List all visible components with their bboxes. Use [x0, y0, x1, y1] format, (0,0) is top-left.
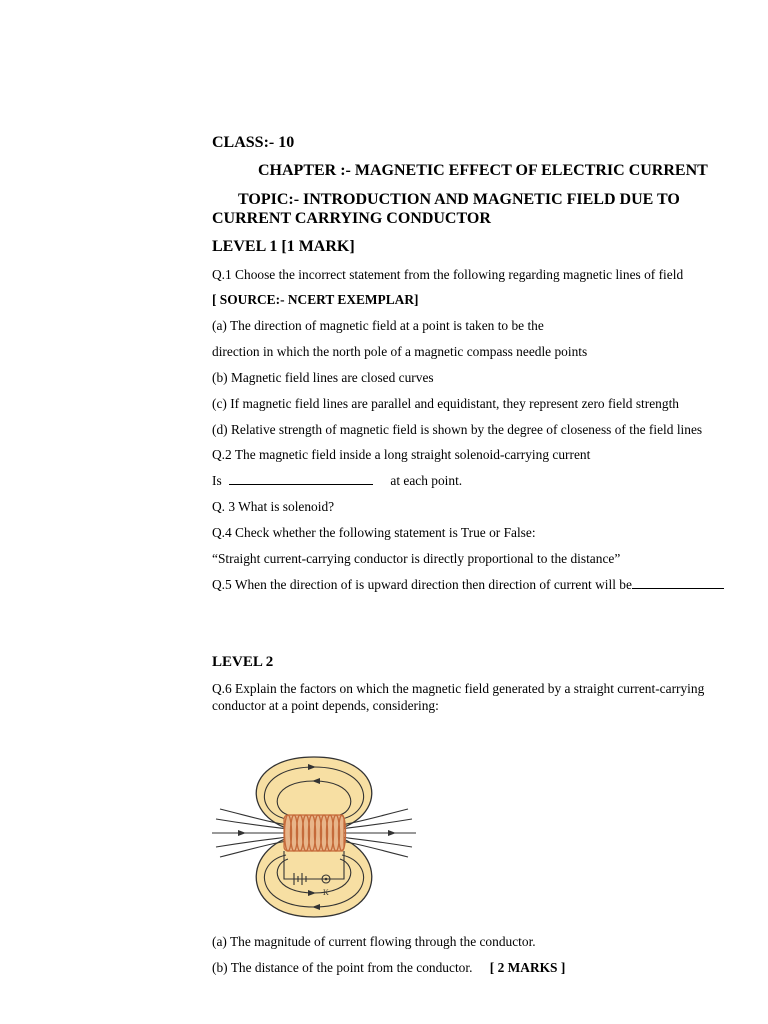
q1-option-b: (b) Magnetic field lines are closed curves: [212, 370, 434, 385]
q6-marks: [ 2 MARKS ]: [489, 960, 566, 975]
key-contact: [325, 878, 328, 881]
q6-line2: conductor at a point depends, considering:: [212, 698, 439, 713]
q2-line2-end: at each point.: [390, 473, 463, 488]
q1-option-a-line2: direction in which the north pole of a magnetic compass needle points: [212, 344, 588, 359]
topic-line-1: TOPIC:- INTRODUCTION AND MAGNETIC FIELD DUE TO: [238, 191, 680, 208]
chapter-title: CHAPTER :- MAGNETIC EFFECT OF ELECTRIC CURRENT: [258, 162, 708, 179]
q5-answer-blank: [632, 588, 724, 589]
q2-line2-start: Is: [212, 473, 222, 488]
q1-option-c: (c) If magnetic field lines are parallel and equidistant, they represent zero field strength: [212, 396, 679, 411]
q1-option-d: (d) Relative strength of magnetic field is shown by the degree of closeness of the field lines: [212, 422, 703, 437]
solenoid-field-diagram: [212, 745, 416, 927]
q2-line1: Q.2 The magnetic field inside a long straight solenoid-carrying current: [212, 447, 591, 462]
q1-source: [ SOURCE:- NCERT EXEMPLAR]: [212, 292, 419, 307]
q5-text: Q.5 When the direction of is upward direction then direction of current will be: [212, 577, 632, 592]
level2-heading: LEVEL 2: [212, 654, 274, 670]
q4-line1: Q.4 Check whether the following statement is True or False:: [212, 525, 536, 540]
q3-text: Q. 3 What is solenoid?: [212, 499, 335, 514]
solenoid-coil: [284, 815, 346, 851]
q6-part-b: (b) The distance of the point from the conductor.: [212, 960, 473, 975]
q5-line: [212, 577, 724, 593]
key-label: K: [323, 888, 329, 897]
q1-option-a-line1: (a) The direction of magnetic field at a point is taken to be the: [212, 318, 544, 333]
q6-part-a: (a) The magnitude of current flowing through the conductor.: [212, 934, 536, 949]
class-line: CLASS:- 10: [212, 134, 295, 151]
q2-line2: [212, 473, 462, 489]
q6-line1: Q.6 Explain the factors on which the magnetic field generated by a straight current-carrying: [212, 681, 705, 696]
q6-part-b-line: [212, 960, 565, 976]
q1-text: Q.1 Choose the incorrect statement from the following regarding magnetic lines of field: [212, 267, 684, 282]
level1-heading: LEVEL 1 [1 MARK]: [212, 238, 355, 255]
q4-line2: “Straight current-carrying conductor is directly proportional to the distance”: [212, 551, 621, 566]
q2-answer-blank: [229, 484, 373, 485]
topic-line-2: CURRENT CARRYING CONDUCTOR: [212, 210, 491, 227]
